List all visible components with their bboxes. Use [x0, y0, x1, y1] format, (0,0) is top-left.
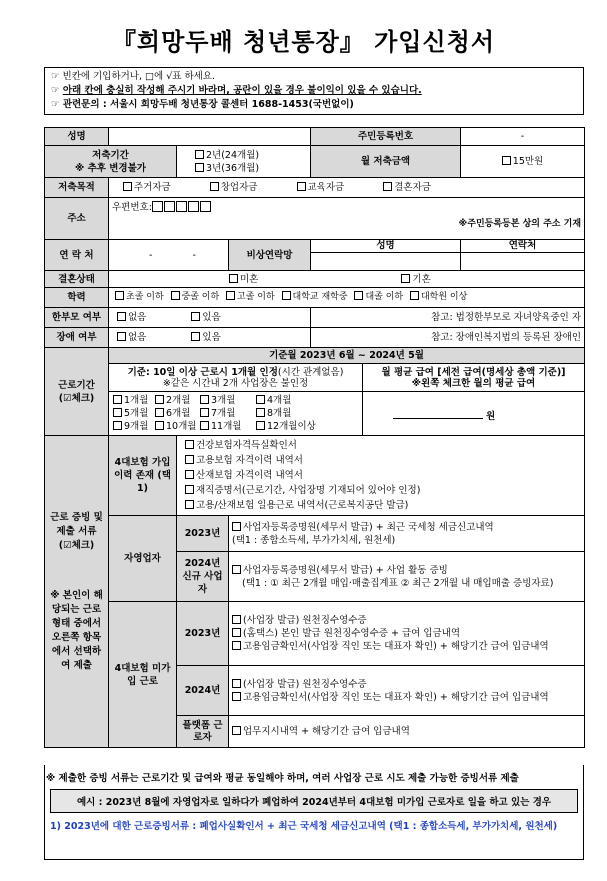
checkbox-icon	[185, 485, 194, 494]
checkbox-icon	[232, 628, 241, 637]
checkbox-icon	[155, 421, 164, 430]
purpose-label: 저축목적	[45, 178, 109, 198]
marital-option-married[interactable]: 기혼	[401, 274, 430, 285]
emergency-label: 비상연락망	[229, 240, 311, 271]
disability-label: 장애 여부	[45, 328, 109, 348]
self-employed-label: 자영업자	[109, 516, 177, 602]
education-option[interactable]: 고졸 이하	[226, 292, 275, 302]
contact-label: 연 락 처	[45, 240, 109, 271]
checkbox-icon	[229, 274, 238, 283]
single-parent-none[interactable]: 없음	[117, 312, 146, 323]
checkbox-icon	[354, 291, 363, 300]
checkbox-icon	[185, 470, 194, 479]
un-2024-items	[229, 666, 585, 716]
emergency-name-header: 성명	[311, 240, 461, 253]
education-option[interactable]: 초졸 이하	[115, 292, 164, 302]
checkbox-icon	[200, 395, 209, 404]
purpose-option[interactable]: 창업자금	[210, 182, 258, 193]
insured-item[interactable]: 재직증명서(근로기간, 사업장명 기재되어 있어야 인정)	[185, 483, 581, 498]
purpose-options	[109, 178, 585, 198]
checkbox-icon	[185, 455, 194, 464]
work-months	[109, 392, 363, 436]
se-2023-label: 2023년	[177, 516, 229, 552]
insured-label: 4대보험 가입 이력 존재 (택 1)	[109, 436, 177, 516]
notice-line-1: ☞ 빈칸에 기입하거나, □에 √표 하세요.	[51, 71, 215, 82]
month-option[interactable]: 2개월	[155, 394, 200, 407]
marital-label: 결혼상태	[45, 271, 109, 288]
work-basis: 기준: 10일 이상 근로시 1개월 인정(시간 관계없음) ※같은 시간내 2개 사업장은 불인정	[109, 364, 363, 392]
checkbox-icon	[117, 312, 126, 321]
monthly-label: 월 저축금액	[311, 146, 461, 178]
work-period-label: 근로기간 (☑체크)	[45, 348, 109, 436]
single-parent-yes[interactable]: 있음	[191, 312, 220, 323]
checkbox-icon	[383, 182, 392, 191]
monthly-option[interactable]: 15만원	[461, 146, 585, 178]
un-2024-item[interactable]: 고용임금확인서(사업장 직인 또는 대표자 확인) + 해당기간 급여 입금내역	[232, 691, 581, 704]
checkbox-icon	[232, 726, 241, 735]
footer-example-detail: 1) 2023년에 대한 근로증빙서류 : 폐업사실확인서 + 최근 국세청 세금신고내역 (택1 : 종합소득세, 부가가치세, 원천세)	[50, 821, 558, 832]
checkbox-icon	[200, 421, 209, 430]
un-2023-item[interactable]: (홈택스) 본인 발급 원천징수영수증 + 급여 입금내역	[232, 627, 581, 640]
avg-pay-field[interactable]: 원	[363, 392, 585, 436]
single-parent-label: 한부모 여부	[45, 308, 109, 328]
se-2024-label: 2024년 신규 사업자	[177, 552, 229, 602]
checkbox-icon	[232, 615, 241, 624]
name-field[interactable]	[109, 128, 311, 146]
education-label: 학력	[45, 288, 109, 308]
disability-none[interactable]: 없음	[117, 332, 146, 343]
checkbox-icon	[256, 395, 265, 404]
checkbox-icon	[232, 679, 241, 688]
checkbox-icon	[232, 692, 241, 701]
purpose-option[interactable]: 주거자금	[123, 182, 171, 193]
education-option[interactable]: 중졸 이하	[171, 292, 220, 302]
emergency-phone-header: 연락처	[461, 240, 585, 253]
un-2024-item[interactable]: (사업장 발급) 원천징수영수증	[232, 678, 581, 691]
checkbox-icon	[502, 156, 511, 165]
checkbox-icon	[155, 395, 164, 404]
footer-note: ※ 제출한 증빙 서류는 근로기간 및 급여와 평균 동일해야 하며, 여러 사업장 근로 시도 제출 가능한 증빙서류 제출	[46, 773, 519, 784]
education-option[interactable]: 대학원 이상	[410, 292, 467, 302]
checkbox-icon	[113, 395, 122, 404]
un-2023-items	[229, 602, 585, 666]
insured-item[interactable]: 고용보험 자격이력 내역서	[185, 453, 581, 468]
work-reference-month: 기준월 2023년 6월 ~ 2024년 5월	[109, 348, 585, 364]
checkbox-icon	[401, 274, 410, 283]
checkbox-icon	[171, 291, 180, 300]
notice-line-2: ☞ 아래 칸에 충실히 작성해 주시기 바라며, 공란이 있을 경우 불이익이 있을 수 있습니다.	[51, 85, 422, 96]
month-option[interactable]: 5개월	[113, 407, 155, 420]
checkbox-icon	[191, 332, 200, 341]
checkbox-icon	[123, 182, 132, 191]
proof-label: 근로 증빙 및 제출 서류 (☑체크) ※ 본인이 해당되는 근로 형태 중에서 오른쪽 항목에서 선택하여 제출	[45, 436, 109, 748]
insured-items	[177, 436, 585, 516]
checkbox-icon	[191, 312, 200, 321]
education-options	[109, 288, 585, 308]
notice-line-3: ☞ 관련문의 : 서울시 희망두배 청년통장 콜센터 1688-1453(국번없이)	[51, 99, 354, 110]
address-note: ※주민등록등본 상의 주소 기재	[458, 219, 582, 229]
un-2023-label: 2023년	[177, 602, 229, 666]
insured-item[interactable]: 고용/산재보험 일용근로 내역서(근로복지공단 발급)	[185, 498, 581, 513]
uninsured-label: 4대보험 미가입 근로	[109, 602, 177, 748]
period-label: 저축기간 ※ 추후 변경불가	[45, 146, 177, 178]
contact-field[interactable]: - -	[109, 240, 229, 271]
se-2023-item[interactable]: 사업자등록증명원(세무서 발급) + 최근 국세청 세금신고내역 (택1 : 종합소득세, 부가가치세, 원천세)	[229, 516, 585, 552]
rrn-label: 주민등록번호	[311, 128, 461, 146]
disability-options	[109, 328, 311, 348]
month-option[interactable]: 7개월	[200, 407, 256, 420]
month-option[interactable]: 6개월	[155, 407, 200, 420]
checkbox-icon	[185, 440, 194, 449]
checkbox-icon	[155, 408, 164, 417]
checkbox-icon	[282, 291, 291, 300]
education-option[interactable]: 대졸 이하	[354, 292, 403, 302]
disability-note: 참고: 장애인복지법의 등록된 장애인	[311, 328, 585, 348]
footer-example: 예시 : 2023년 8월에 자영업자로 일하다가 폐업하여 2024년부터 4대보험 미가입 근로자로 일을 하고 있는 경우	[50, 789, 578, 813]
application-form	[44, 127, 585, 748]
period-option-36[interactable]: 3년(36개월)	[195, 162, 307, 175]
checkbox-icon	[232, 565, 241, 574]
checkbox-icon	[195, 163, 204, 172]
disability-yes[interactable]: 있음	[191, 332, 220, 343]
period-option-24[interactable]: 2년(24개월)	[195, 149, 307, 162]
notice-box	[44, 67, 584, 115]
marital-option-single[interactable]: 미혼	[229, 274, 258, 285]
platform-item[interactable]: 업무지시내역 + 해당기간 급여 입금내역	[229, 716, 585, 748]
month-option[interactable]: 12개월이상	[256, 420, 316, 433]
rrn-field[interactable]: -	[461, 128, 585, 146]
checkbox-icon	[256, 421, 265, 430]
education-option[interactable]: 대학교 재학중	[282, 292, 348, 302]
checkbox-icon	[226, 291, 235, 300]
checkbox-icon	[115, 291, 124, 300]
month-option[interactable]: 8개월	[256, 407, 316, 420]
address-field[interactable]: 우편번호: ※주민등록등본 상의 주소 기재	[109, 198, 585, 240]
month-option[interactable]: 10개월	[155, 420, 200, 433]
checkbox-icon	[256, 408, 265, 417]
single-parent-options	[109, 308, 311, 328]
se-2024-item[interactable]: 사업자등록증명원(세무서 발급) + 사업 활동 증빙 (택1 : ① 최근 2개월 매입·매출집계표 ② 최근 2개월 내 매입매출 증빙자료)	[229, 552, 585, 602]
checkbox-icon	[195, 150, 204, 159]
month-option[interactable]: 9개월	[113, 420, 155, 433]
platform-label: 플랫폼 근로자	[177, 716, 229, 748]
insured-item[interactable]: 건강보험자격득실확인서	[185, 438, 581, 453]
insured-item[interactable]: 산재보험 자격이력 내역서	[185, 468, 581, 483]
checkbox-icon	[210, 182, 219, 191]
checkbox-icon	[232, 641, 241, 650]
checkbox-icon	[117, 332, 126, 341]
checkbox-icon	[232, 522, 241, 531]
marital-options	[109, 271, 585, 288]
form-title: 『희망두배 청년통장』 가입신청서	[111, 27, 496, 56]
month-option[interactable]: 3개월	[200, 394, 256, 407]
avg-pay-header: 월 평균 급여 [세전 급여(명세상 총액 기준)] ※왼쪽 체크한 월의 평균 급여	[363, 364, 585, 392]
un-2024-label: 2024년	[177, 666, 229, 716]
month-option[interactable]: 4개월	[256, 394, 316, 407]
emergency-name-field[interactable]	[311, 253, 461, 271]
checkbox-icon	[113, 421, 122, 430]
un-2023-item[interactable]: (사업장 발급) 원천징수영수증	[232, 614, 581, 627]
checkbox-icon	[113, 408, 122, 417]
name-label: 성명	[45, 128, 109, 146]
single-parent-note: 참고: 법정한부모로 자녀양육중인 자	[311, 308, 585, 328]
period-options	[177, 146, 311, 178]
emergency-phone-field[interactable]	[461, 253, 585, 271]
month-option[interactable]: 11개월	[200, 420, 256, 433]
purpose-option[interactable]: 결혼자금	[383, 182, 431, 193]
checkbox-icon	[410, 291, 419, 300]
address-label: 주소	[45, 198, 109, 240]
purpose-option[interactable]: 교육자금	[297, 182, 345, 193]
checkbox-icon	[185, 500, 194, 509]
month-option[interactable]: 1개월	[113, 394, 155, 407]
checkbox-icon	[200, 408, 209, 417]
un-2023-item[interactable]: 고용임금확인서(사업장 직인 또는 대표자 확인) + 해당기간 급여 입금내역	[232, 640, 581, 653]
checkbox-icon	[297, 182, 306, 191]
